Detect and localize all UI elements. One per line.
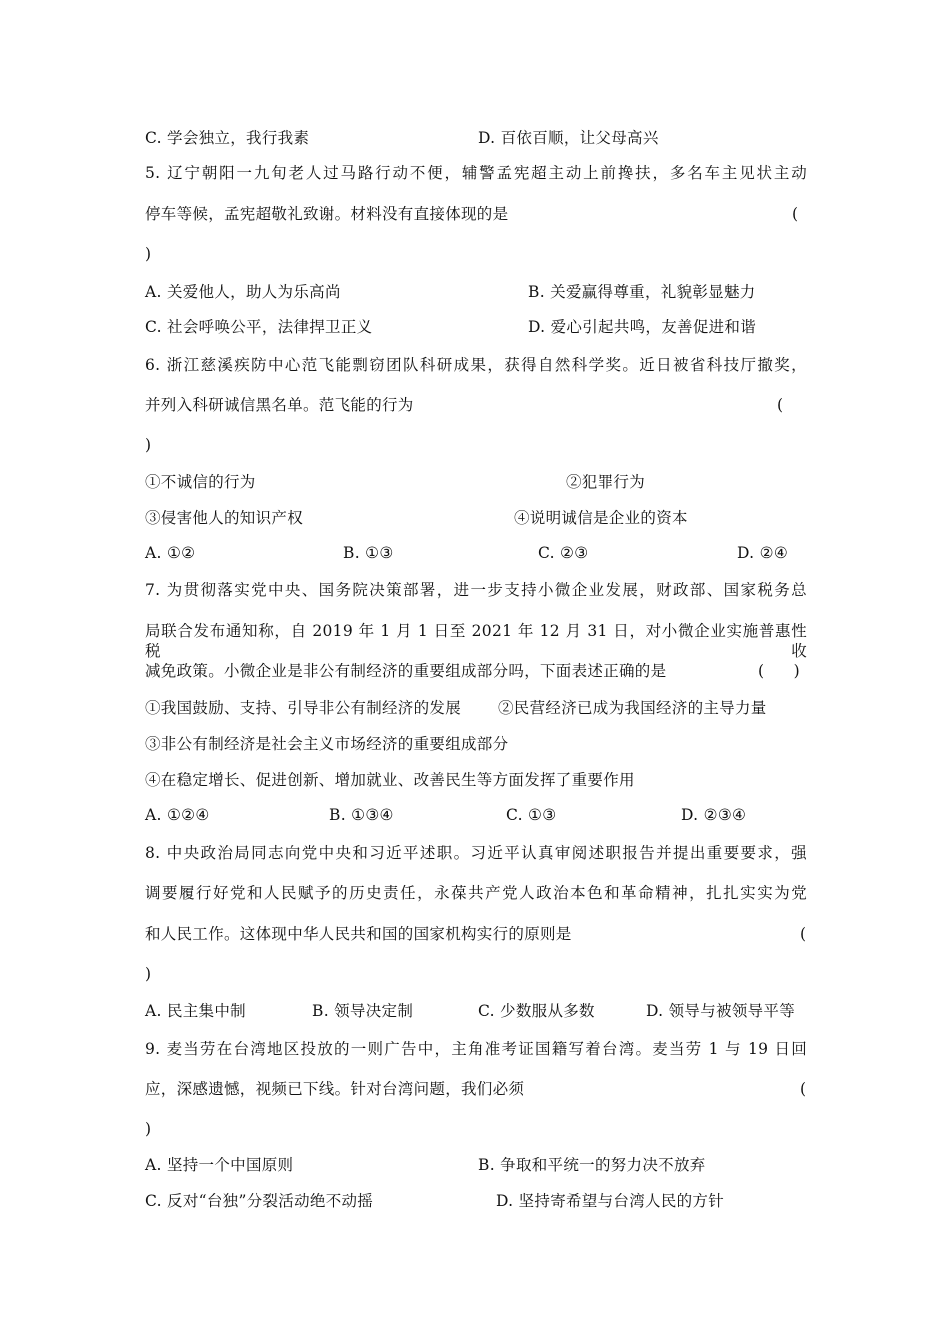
q7-option-c: C. ①③ xyxy=(506,806,557,824)
q5-stem-line-2: 停车等候，孟宪超敬礼致谢。材料没有直接体现的是 xyxy=(145,205,509,223)
q9-option-a: A. 坚持一个中国原则 xyxy=(145,1156,294,1174)
q8-option-a: A. 民主集中制 xyxy=(145,1002,246,1020)
q8-answer-paren-open: ( xyxy=(800,925,807,943)
q7-answer-paren: ( ) xyxy=(758,662,800,680)
q7-statement-4: ④在稳定增长、促进创新、增加就业、改善民生等方面发挥了重要作用 xyxy=(145,771,635,789)
q8-option-c: C. 少数服从多数 xyxy=(478,1002,595,1020)
q7-option-a: A. ①②④ xyxy=(145,806,210,824)
q6-stem-line-2: 并列入科研诚信黑名单。范飞能的行为 xyxy=(145,396,414,414)
q6-statement-4: ④说明诚信是企业的资本 xyxy=(514,509,688,527)
q7-statement-1: ①我国鼓励、支持、引导非公有制经济的发展 xyxy=(145,699,462,717)
q6-answer-paren-open: ( xyxy=(777,396,784,414)
q7-stem-line-1: 7. 为贯彻落实党中央、国务院决策部署，进一步支持小微企业发展，财政部、国家税务总 xyxy=(145,581,807,599)
q9-option-b: B. 争取和平统一的努力决不放弃 xyxy=(478,1156,706,1174)
q4-option-d: D. 百依百顺，让父母高兴 xyxy=(478,129,659,147)
q5-option-d: D. 爱心引起共鸣，友善促进和谐 xyxy=(528,318,757,336)
q6-statement-1: ①不诚信的行为 xyxy=(145,473,256,491)
q6-option-b: B. ①③ xyxy=(343,544,394,562)
q5-answer-paren-open: ( xyxy=(792,205,799,223)
q8-stem-line-1: 8. 中央政治局同志向党中央和习近平述职。习近平认真审阅述职报告并提出重要要求，强 xyxy=(145,844,807,862)
q7-option-b: B. ①③④ xyxy=(329,806,394,824)
q9-option-c: C. 反对“台独”分裂活动绝不动摇 xyxy=(145,1192,374,1210)
q6-statement-2: ②犯罪行为 xyxy=(566,473,646,491)
q9-stem-line-1: 9. 麦当劳在台湾地区投放的一则广告中，主角准考证国籍写着台湾。麦当劳 1 与 19 日回 xyxy=(145,1040,807,1058)
q9-answer-paren-open: ( xyxy=(800,1080,807,1098)
q9-option-d: D. 坚持寄希望与台湾人民的方针 xyxy=(496,1192,725,1210)
q9-stem-line-2: 应，深感遗憾，视频已下线。针对台湾问题，我们必须 xyxy=(145,1080,525,1098)
q7-stem-line-3: 减免政策。小微企业是非公有制经济的重要组成部分吗，下面表述正确的是 xyxy=(145,662,667,680)
q7-stem-line-2: 局联合发布通知称，自 2019 年 1 月 1 日至 2021 年 12 月 31 日，对小微企业实施普惠性税收 xyxy=(145,622,807,660)
q6-stem-line-1: 6. 浙江慈溪疾防中心范飞能剽窃团队科研成果，获得自然科学奖。近日被省科技厅撤奖， xyxy=(145,356,807,374)
q6-answer-paren-close: ) xyxy=(145,436,152,454)
q4-option-c: C. 学会独立，我行我素 xyxy=(145,129,310,147)
q5-option-b: B. 关爱赢得尊重，礼貌彰显魅力 xyxy=(528,283,756,301)
q7-option-d: D. ②③④ xyxy=(681,806,747,824)
q6-option-a: A. ①② xyxy=(145,544,196,562)
q7-statement-3: ③非公有制经济是社会主义市场经济的重要组成部分 xyxy=(145,735,509,753)
q5-option-c: C. 社会呼唤公平，法律捍卫正义 xyxy=(145,318,373,336)
q7-statement-2: ②民营经济已成为我国经济的主导力量 xyxy=(498,699,767,717)
q6-option-c: C. ②③ xyxy=(538,544,589,562)
q8-answer-paren-close: ) xyxy=(145,965,152,983)
q9-answer-paren-close: ) xyxy=(145,1120,152,1138)
q8-option-b: B. 领导决定制 xyxy=(312,1002,414,1020)
q6-option-d: D. ②④ xyxy=(737,544,789,562)
q5-stem-line-1: 5. 辽宁朝阳一九旬老人过马路行动不便，辅警孟宪超主动上前搀扶，多名车主见状主动 xyxy=(145,164,807,182)
q6-statement-3: ③侵害他人的知识产权 xyxy=(145,509,304,527)
q5-option-a: A. 关爱他人，助人为乐高尚 xyxy=(145,283,341,301)
q5-answer-paren-close: ) xyxy=(145,245,152,263)
q8-stem-line-3: 和人民工作。这体现中华人民共和国的国家机构实行的原则是 xyxy=(145,925,572,943)
q8-stem-line-2: 调要履行好党和人民赋予的历史责任，永葆共产党人政治本色和革命精神，扎扎实实为党 xyxy=(145,884,807,902)
q8-option-d: D. 领导与被领导平等 xyxy=(646,1002,796,1020)
